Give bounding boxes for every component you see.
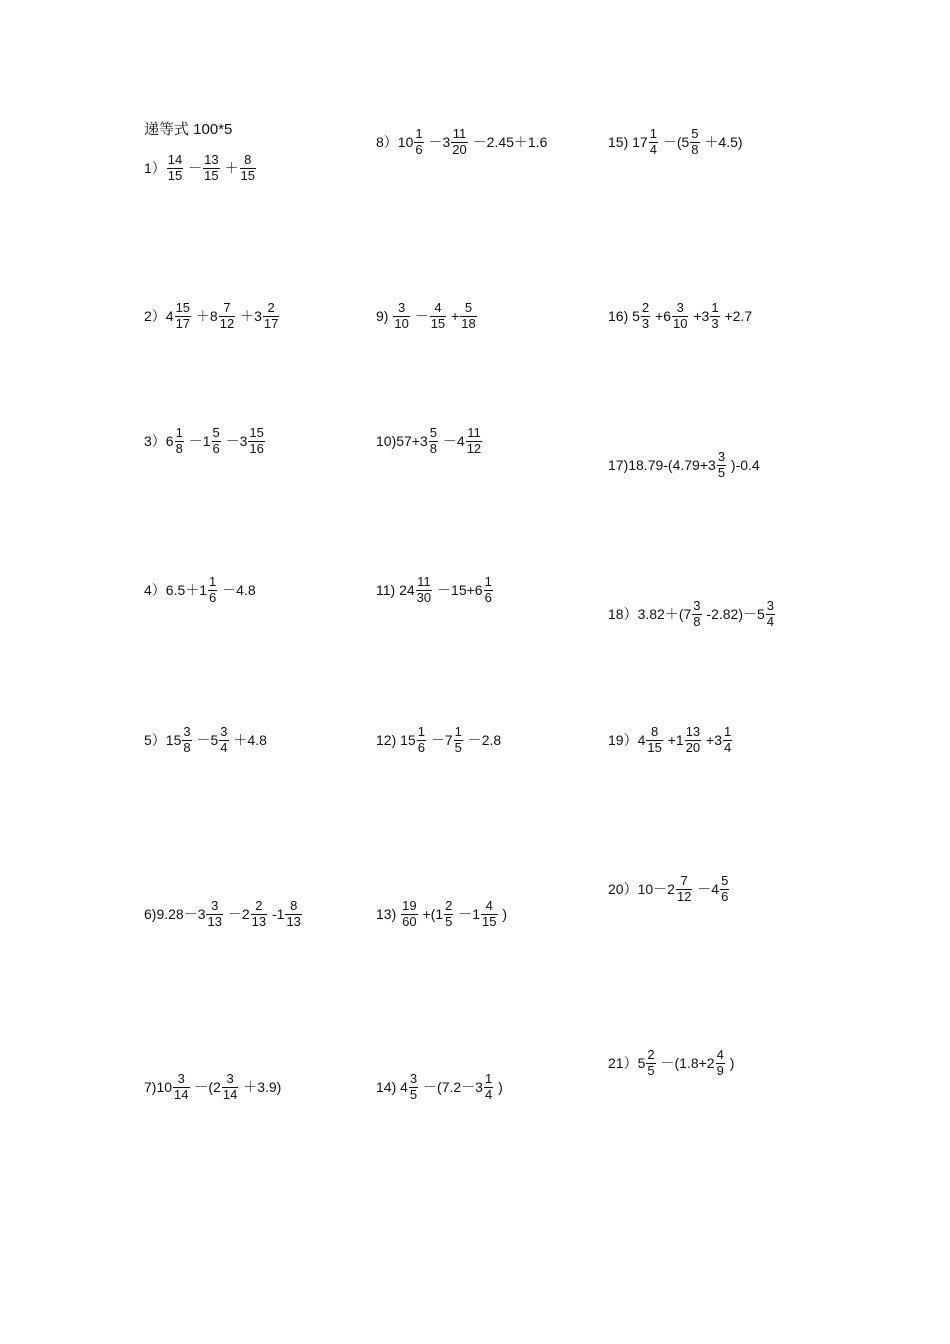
fraction-numerator: 4: [716, 1046, 724, 1062]
fraction-denominator: 5: [717, 464, 726, 480]
fraction-denominator: 10: [394, 315, 409, 331]
fraction-numerator: 1: [484, 1070, 493, 1086]
fraction-denominator: 12: [466, 440, 482, 456]
fraction: [240, 153, 256, 184]
problem-1: [144, 150, 257, 186]
problem-text: －(1.8+2: [656, 1055, 715, 1071]
fraction-numerator: 8: [650, 723, 659, 739]
fraction: [222, 1072, 238, 1103]
problem-16: [608, 298, 752, 334]
problem-text: ＋: [220, 160, 239, 176]
problem-text: 18）3.82＋(7: [608, 606, 692, 622]
fraction-numerator: 1: [711, 299, 719, 315]
problem-10: [376, 423, 483, 459]
fraction: [716, 1048, 725, 1079]
fraction: [484, 575, 493, 606]
fraction: [393, 301, 409, 332]
fraction-numerator: 1: [209, 573, 217, 589]
fraction-numerator: 2: [445, 897, 453, 913]
fraction-numerator: 5: [429, 424, 438, 440]
problem-text: ): [725, 1055, 735, 1071]
problem-9: [376, 298, 478, 334]
problem-text: +3: [689, 308, 710, 324]
fraction-denominator: 15: [167, 167, 183, 183]
fraction-numerator: 3: [183, 723, 191, 739]
fraction: [182, 725, 191, 756]
fraction-denominator: 30: [416, 589, 432, 605]
fraction: [175, 426, 184, 457]
fraction-denominator: 3: [711, 315, 719, 331]
problem-text: ＋3.9): [239, 1079, 282, 1095]
fraction: [766, 599, 775, 630]
fraction: [717, 450, 726, 481]
fraction: [451, 127, 467, 158]
problem-text: 6)9.28－3: [144, 906, 206, 922]
fraction-numerator: 13: [204, 151, 219, 167]
fraction-numerator: 8: [290, 897, 298, 913]
fraction: [251, 899, 267, 930]
problem-text: －5: [192, 732, 219, 748]
problem-text: ): [494, 1079, 503, 1095]
fraction-numerator: 3: [693, 597, 701, 613]
fraction-numerator: 1: [175, 424, 183, 440]
problem-14: [376, 1069, 503, 1105]
problem-12: [376, 722, 501, 758]
fraction: [460, 301, 476, 332]
fraction-numerator: 5: [464, 299, 473, 315]
fraction: [173, 1072, 189, 1103]
fraction: [401, 899, 417, 930]
fraction-numerator: 4: [434, 299, 442, 315]
problem-text: －4: [439, 433, 465, 449]
fraction-denominator: 4: [649, 141, 657, 157]
problem-text: 12) 15: [376, 732, 416, 748]
problem-6: [144, 896, 303, 932]
fraction-denominator: 9: [716, 1062, 724, 1078]
problem-text: 7)10: [144, 1079, 173, 1095]
fraction-denominator: 20: [685, 739, 701, 755]
fraction-denominator: 12: [676, 888, 692, 904]
problem-text: +6: [651, 308, 672, 324]
fraction: [175, 301, 191, 332]
fraction-denominator: 15: [482, 913, 497, 929]
fraction: [690, 127, 699, 158]
fraction-numerator: 11: [417, 573, 431, 589]
problem-15: [608, 124, 743, 160]
problem-text: 8）10: [376, 134, 414, 150]
problem-text: 17)18.79-(4.79+3: [608, 457, 716, 473]
fraction: [212, 426, 221, 457]
fraction-numerator: 3: [226, 1070, 234, 1086]
fraction-denominator: 5: [445, 913, 453, 929]
fraction: [710, 301, 719, 332]
fraction: [219, 301, 235, 332]
fraction-denominator: 15: [647, 739, 662, 755]
fraction-denominator: 17: [175, 315, 191, 331]
problem-text: 4）6.5＋1: [144, 582, 208, 598]
fraction-denominator: 5: [647, 1062, 655, 1078]
problem-text: －: [410, 308, 429, 324]
fraction: [219, 725, 228, 756]
fraction-denominator: 8: [429, 440, 438, 456]
fraction-denominator: 60: [402, 913, 417, 929]
fraction: [672, 301, 688, 332]
fraction-numerator: 2: [267, 299, 275, 315]
fraction-denominator: 10: [673, 315, 688, 331]
problem-13: [376, 896, 507, 932]
worksheet-title: 递等式 100*5: [144, 121, 233, 138]
fraction: [720, 874, 729, 905]
fraction: [641, 301, 650, 332]
problem-text: －4: [693, 881, 720, 897]
fraction-numerator: 3: [211, 897, 219, 913]
problem-text: －(2: [190, 1079, 221, 1095]
problem-text: －3: [424, 134, 451, 150]
fraction-numerator: 1: [484, 573, 492, 589]
fraction-denominator: 15: [204, 167, 219, 183]
fraction-denominator: 12: [219, 315, 235, 331]
fraction-numerator: 2: [255, 897, 263, 913]
problem-text: 10)57+3: [376, 433, 428, 449]
fraction-denominator: 13: [286, 913, 301, 929]
problem-17: [608, 447, 760, 483]
problem-text: ): [498, 906, 508, 922]
problem-4: [144, 572, 256, 608]
fraction: [646, 1048, 655, 1079]
fraction-numerator: 2: [647, 1046, 655, 1062]
problem-20: [608, 871, 730, 907]
fraction-denominator: 13: [251, 913, 267, 929]
fraction-denominator: 5: [454, 739, 462, 755]
problem-3: [144, 423, 266, 459]
fraction: [466, 426, 482, 457]
problem-11: [376, 572, 494, 608]
problem-19: [608, 722, 733, 758]
problem-text: －(5: [658, 134, 690, 150]
problem-text: －(7.2－3: [419, 1079, 483, 1095]
fraction: [444, 899, 453, 930]
problem-text: 16) 5: [608, 308, 640, 324]
fraction: [208, 575, 217, 606]
problem-5: [144, 722, 267, 758]
problem-text: ＋4.5): [700, 134, 743, 150]
fraction-numerator: 11: [467, 424, 481, 440]
problem-text: 20）10－2: [608, 881, 675, 897]
fraction-denominator: 14: [222, 1086, 238, 1102]
fraction-numerator: 19: [402, 897, 417, 913]
fraction-numerator: 1: [724, 723, 732, 739]
fraction-denominator: 6: [417, 739, 425, 755]
fraction-numerator: 7: [223, 299, 231, 315]
fraction: [417, 725, 426, 756]
problem-text: +1: [663, 732, 684, 748]
fraction-numerator: 5: [691, 125, 699, 141]
problem-text: －4.8: [218, 582, 256, 598]
problem-text: －2: [223, 906, 250, 922]
fraction: [206, 899, 222, 930]
problem-text: －2.8: [463, 732, 502, 748]
problem-text: +: [447, 308, 460, 324]
fraction-numerator: 3: [676, 299, 684, 315]
fraction-numerator: 2: [641, 299, 650, 315]
fraction-numerator: 1: [454, 723, 462, 739]
fraction-numerator: 5: [721, 872, 729, 888]
fraction-denominator: 6: [212, 440, 220, 456]
problem-text: 19）4: [608, 732, 646, 748]
problem-text: 14) 4: [376, 1079, 408, 1095]
fraction-numerator: 3: [397, 299, 406, 315]
fraction: [414, 127, 423, 158]
fraction-numerator: 8: [244, 151, 252, 167]
fraction-numerator: 1: [417, 723, 425, 739]
fraction-denominator: 5: [409, 1086, 418, 1102]
fraction-numerator: 15: [175, 299, 191, 315]
fraction-denominator: 6: [484, 589, 492, 605]
fraction-denominator: 4: [766, 613, 774, 629]
fraction-numerator: 3: [220, 723, 228, 739]
fraction: [263, 301, 279, 332]
fraction: [430, 301, 446, 332]
fraction: [409, 1072, 418, 1103]
problem-text: －2.45＋1.6: [468, 134, 548, 150]
fraction-denominator: 18: [461, 315, 476, 331]
problem-text: －15+6: [433, 582, 483, 598]
problem-text: －: [184, 160, 203, 176]
problem-text: 3）6: [144, 433, 174, 449]
problem-text: －1: [454, 906, 481, 922]
fraction: [416, 575, 432, 606]
fraction-numerator: 14: [167, 151, 183, 167]
fraction: [692, 599, 701, 630]
fraction-denominator: 8: [175, 440, 183, 456]
problem-text: －1: [184, 433, 211, 449]
problem-text: 5）15: [144, 732, 182, 748]
fraction-numerator: 3: [409, 1070, 418, 1086]
fraction-denominator: 13: [207, 913, 222, 929]
problem-text: 2）4: [144, 308, 174, 324]
fraction-denominator: 4: [724, 739, 732, 755]
problem-text: －7: [426, 732, 453, 748]
problem-text: ＋4.8: [229, 732, 267, 748]
fraction: [676, 874, 692, 905]
fraction: [685, 725, 701, 756]
problem-text: -2.82)－5: [702, 606, 765, 622]
fraction: [646, 725, 662, 756]
problem-21: [608, 1045, 734, 1081]
fraction-denominator: 17: [263, 315, 279, 331]
problem-text: +2.7: [720, 308, 753, 324]
problem-2: [144, 298, 280, 334]
fraction-numerator: 3: [766, 597, 774, 613]
fraction-denominator: 6: [209, 589, 217, 605]
fraction-denominator: 15: [240, 167, 255, 183]
fraction-denominator: 8: [691, 141, 699, 157]
fraction: [649, 127, 658, 158]
fraction-numerator: 3: [717, 448, 726, 464]
problem-text: 11) 24: [376, 582, 415, 598]
fraction-denominator: 6: [415, 141, 423, 157]
fraction: [248, 426, 264, 457]
fraction-numerator: 13: [685, 723, 701, 739]
problem-text: -1: [268, 906, 285, 922]
fraction: [723, 725, 732, 756]
fraction-numerator: 4: [485, 897, 493, 913]
problem-8: [376, 124, 547, 160]
fraction-denominator: 3: [641, 315, 650, 331]
fraction: [481, 899, 497, 930]
fraction-numerator: 11: [452, 125, 467, 141]
fraction-denominator: 15: [430, 315, 446, 331]
fraction: [429, 426, 438, 457]
fraction-denominator: 4: [484, 1086, 493, 1102]
fraction-numerator: 5: [212, 424, 220, 440]
fraction-denominator: 6: [721, 888, 729, 904]
problem-text: +(1: [418, 906, 444, 922]
fraction-denominator: 14: [174, 1086, 189, 1102]
fraction-numerator: 3: [177, 1070, 185, 1086]
problem-text: 21）5: [608, 1055, 646, 1071]
problem-7: [144, 1069, 281, 1105]
problem-text: 9): [376, 308, 393, 324]
problem-text: －3: [221, 433, 248, 449]
problem-text: +3: [702, 732, 723, 748]
fraction: [203, 153, 219, 184]
problem-text: ＋3: [236, 308, 262, 324]
problem-text: ＋8: [192, 308, 218, 324]
fraction: [167, 153, 183, 184]
fraction-numerator: 1: [415, 125, 423, 141]
problem-text: 1）: [144, 160, 166, 176]
fraction-denominator: 16: [249, 440, 264, 456]
problem-text: )-0.4: [727, 457, 760, 473]
fraction: [285, 899, 301, 930]
fraction: [484, 1072, 493, 1103]
problem-text: 15) 17: [608, 134, 648, 150]
fraction-numerator: 7: [680, 872, 688, 888]
fraction-numerator: 1: [649, 125, 657, 141]
fraction-denominator: 4: [220, 739, 228, 755]
fraction: [454, 725, 463, 756]
fraction-denominator: 8: [693, 613, 701, 629]
fraction-numerator: 15: [249, 424, 264, 440]
fraction-denominator: 8: [183, 739, 191, 755]
problem-18: [608, 596, 776, 632]
problem-text: 13): [376, 906, 401, 922]
fraction-denominator: 20: [452, 141, 467, 157]
